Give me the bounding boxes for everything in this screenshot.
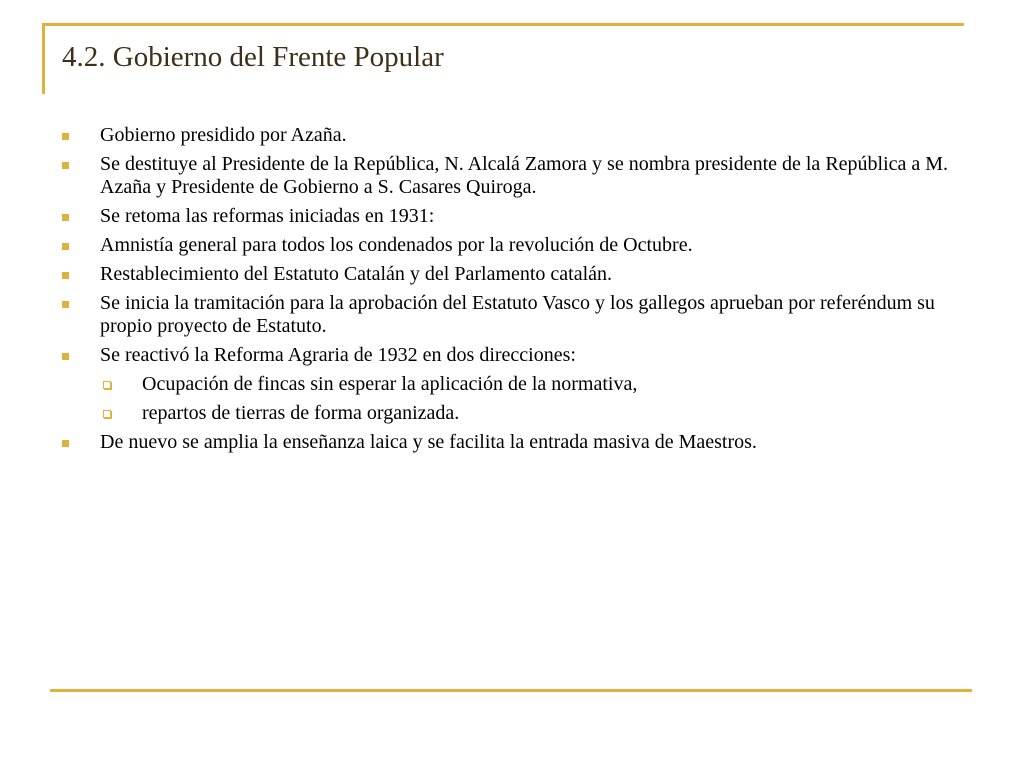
square-bullet-icon — [62, 440, 69, 447]
square-bullet-icon — [62, 272, 69, 279]
list-item — [62, 153, 962, 199]
list-item-text: Se retoma las reformas iniciadas en 1931: — [100, 205, 435, 227]
bullet-list — [62, 124, 962, 460]
list-item-text: Gobierno presidido por Azaña. — [100, 124, 347, 146]
list-item-text: Amnistía general para todos los condenados por la revolución de Octubre. — [100, 234, 693, 256]
sub-list-item — [62, 402, 962, 425]
square-bullet-icon — [62, 133, 69, 140]
list-item — [62, 234, 962, 257]
list-item — [62, 124, 962, 147]
sub-list-item — [62, 373, 962, 396]
square-bullet-icon — [62, 162, 69, 169]
hollow-square-bullet-icon — [103, 410, 111, 418]
top-horizontal-rule — [42, 23, 964, 26]
list-item — [62, 205, 962, 228]
square-bullet-icon — [62, 214, 69, 221]
list-item-text: Se reactivó la Reforma Agraria de 1932 en dos direcciones: — [100, 344, 576, 366]
top-vertical-rule — [42, 23, 45, 94]
hollow-square-bullet-icon — [103, 381, 111, 389]
list-item — [62, 344, 962, 367]
list-item-text: Restablecimiento del Estatuto Catalán y del Parlamento catalán. — [100, 263, 613, 285]
bottom-horizontal-rule — [50, 689, 972, 692]
list-item-text: Se inicia la tramitación para la aprobación del Estatuto Vasco y los gallegos aprueban por referéndum su propio proyecto de Estatuto. — [100, 292, 935, 337]
sub-list-item-text: Ocupación de fincas sin esperar la aplicación de la normativa, — [142, 373, 638, 395]
list-item — [62, 431, 962, 454]
square-bullet-icon — [62, 301, 69, 308]
list-item — [62, 263, 962, 286]
square-bullet-icon — [62, 353, 69, 360]
list-item — [62, 292, 962, 338]
sub-list-item-text: repartos de tierras de forma organizada. — [142, 402, 460, 424]
slide-title: 4.2. Gobierno del Frente Popular — [62, 41, 444, 73]
square-bullet-icon — [62, 243, 69, 250]
list-item-text: De nuevo se amplia la enseñanza laica y se facilita la entrada masiva de Maestros. — [100, 431, 757, 453]
list-item-text: Se destituye al Presidente de la República, N. Alcalá Zamora y se nombra presidente de la República a M. Azaña y Presidente de Gobierno a S. Casares Quiroga. — [100, 153, 949, 198]
